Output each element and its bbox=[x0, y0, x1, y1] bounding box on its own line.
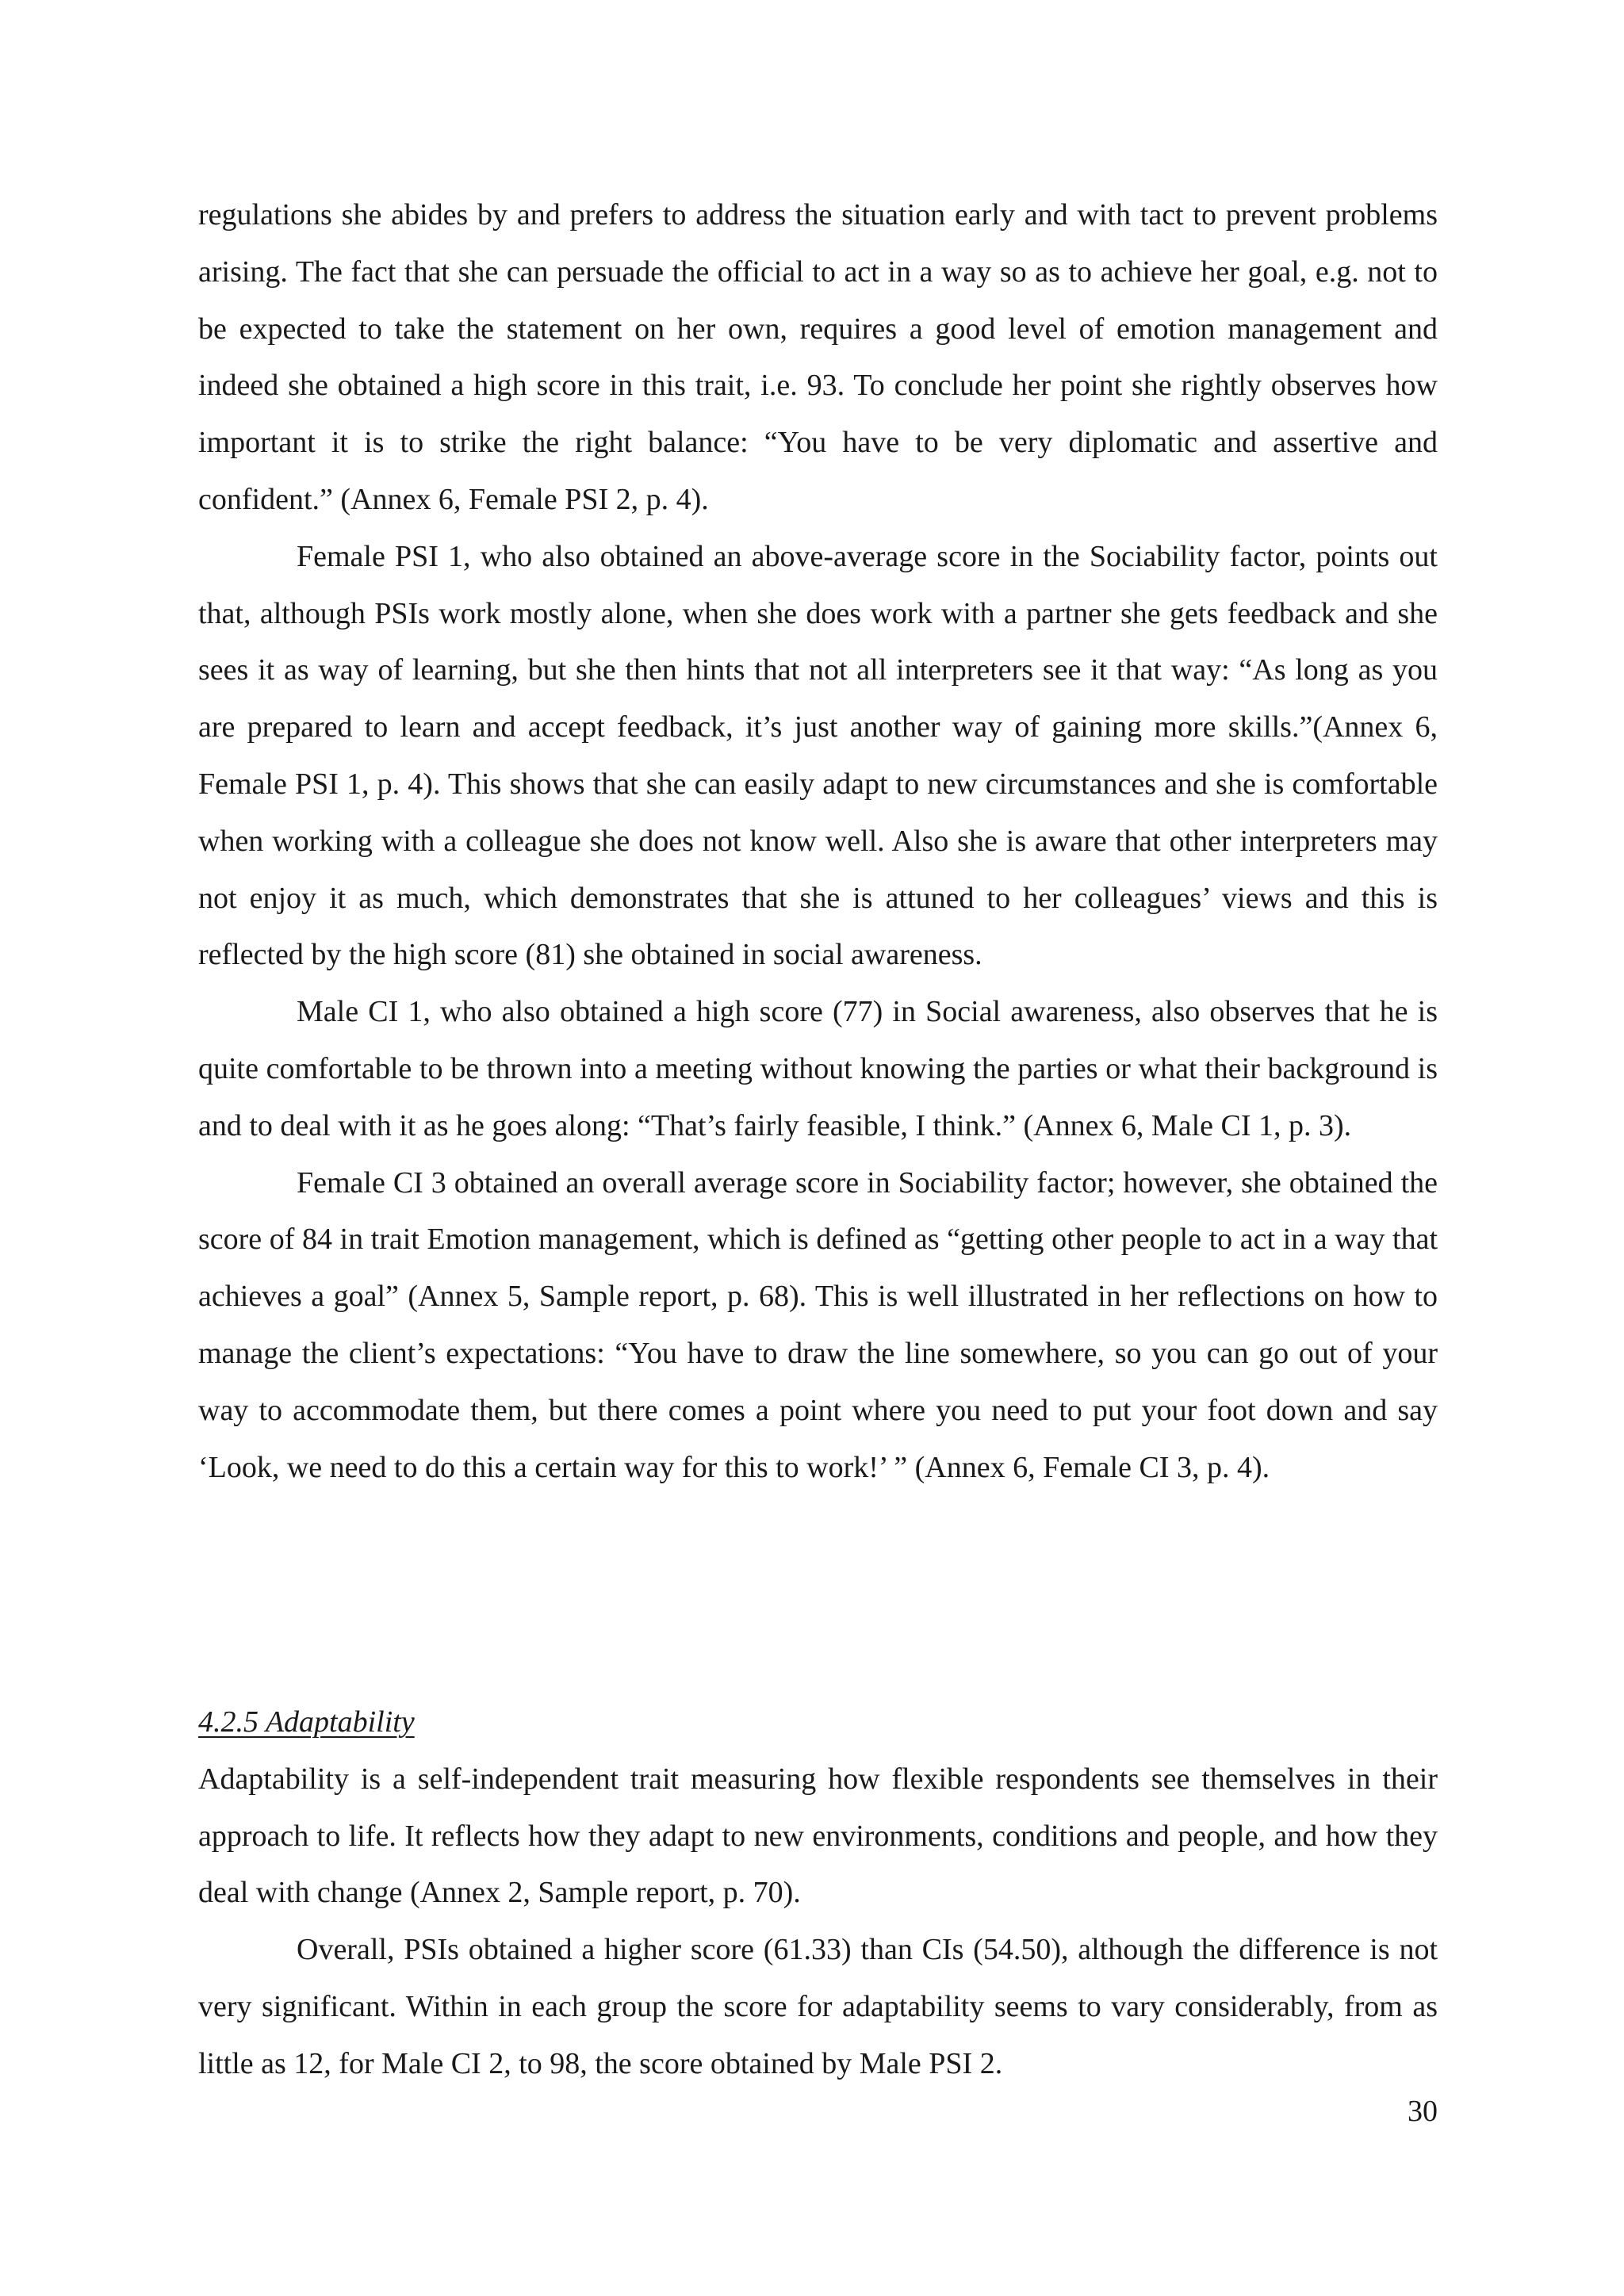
paragraph-male-ci-1: Male CI 1, who also obtained a high score (77) in Social awareness, also observes that he is quite comfortable to be thrown into a meeting without knowing the parties or what their background is and to deal with it as he goes along: “That’s fairly feasible, I think.” (Annex 6, Male CI 1, p. 3). bbox=[198, 995, 1438, 1142]
paragraph-female-psi-1: Female PSI 1, who also obtained an above-average score in the Sociability factor, points out that, although PSIs work mostly alone, when she does work with a partner she gets feedback and she sees it as way of learning, but she then hints that not all interpreters see it that way: “As long as you are prepared to learn and accept feedback, it’s just another way of gaining more skills.”(Annex 6, Female PSI 1, p. 4). This shows that she can easily adapt to new circumstances and she is comfortable when working with a colleague she does not know well. Also she is aware that other interpreters may not enjoy it as much, which demonstrates that she is attuned to her colleagues’ views and this is reflected by the high score (81) she obtained in social awareness. bbox=[198, 539, 1438, 972]
paragraph-female-ci-3: Female CI 3 obtained an overall average score in Sociability factor; however, she obtained the score of 84 in trait Emotion management, which is defined as “getting other people to act in a way that achieves a goal” (Annex 5, Sample report, p. 68). This is well illustrated in her reflections on how to manage the client’s expectations: “You have to draw the line somewhere, so you can go out of your way to accommodate them, but there comes a point where you need to put your foot down and say ‘Look, we need to do this a certain way for this to work!’ ” (Annex 6, Female CI 3, p. 4). bbox=[198, 1165, 1438, 1484]
section-heading: 4.2.5 Adaptability bbox=[198, 1705, 415, 1739]
page-number: 30 bbox=[1408, 2095, 1438, 2128]
paragraph-adaptability-definition: Adaptability is a self-independent trait measuring how flexible respondents see themselves in their approach to life. It reflects how they adapt to new environments, conditions and people, and how they deal with change (Annex 2, Sample report, p. 70). bbox=[198, 1762, 1438, 1910]
paragraph-overall-scores: Overall, PSIs obtained a higher score (61.33) than CIs (54.50), although the difference is not very significant. Within in each group the score for adaptability seems to vary considerably, from as little as 12, for Male CI 2, to 98, the score obtained by Male PSI 2. bbox=[198, 1933, 1438, 2080]
paragraph-continuation: regulations she abides by and prefers to address the situation early and with tact to prevent problems arising. The fact that she can persuade the official to act in a way so as to achieve her goal, e.g. not to be expected to take the statement on her own, requires a good level of emotion management and indeed she obtained a high score in this trait, i.e. 93. To conclude her point she rightly observes how important it is to strike the right balance: “You have to be very diplomatic and assertive and confident.” (Annex 6, Female PSI 2, p. 4). bbox=[198, 198, 1438, 516]
section-adaptability bbox=[198, 1694, 1438, 2093]
body-text-upper bbox=[198, 187, 1438, 1496]
